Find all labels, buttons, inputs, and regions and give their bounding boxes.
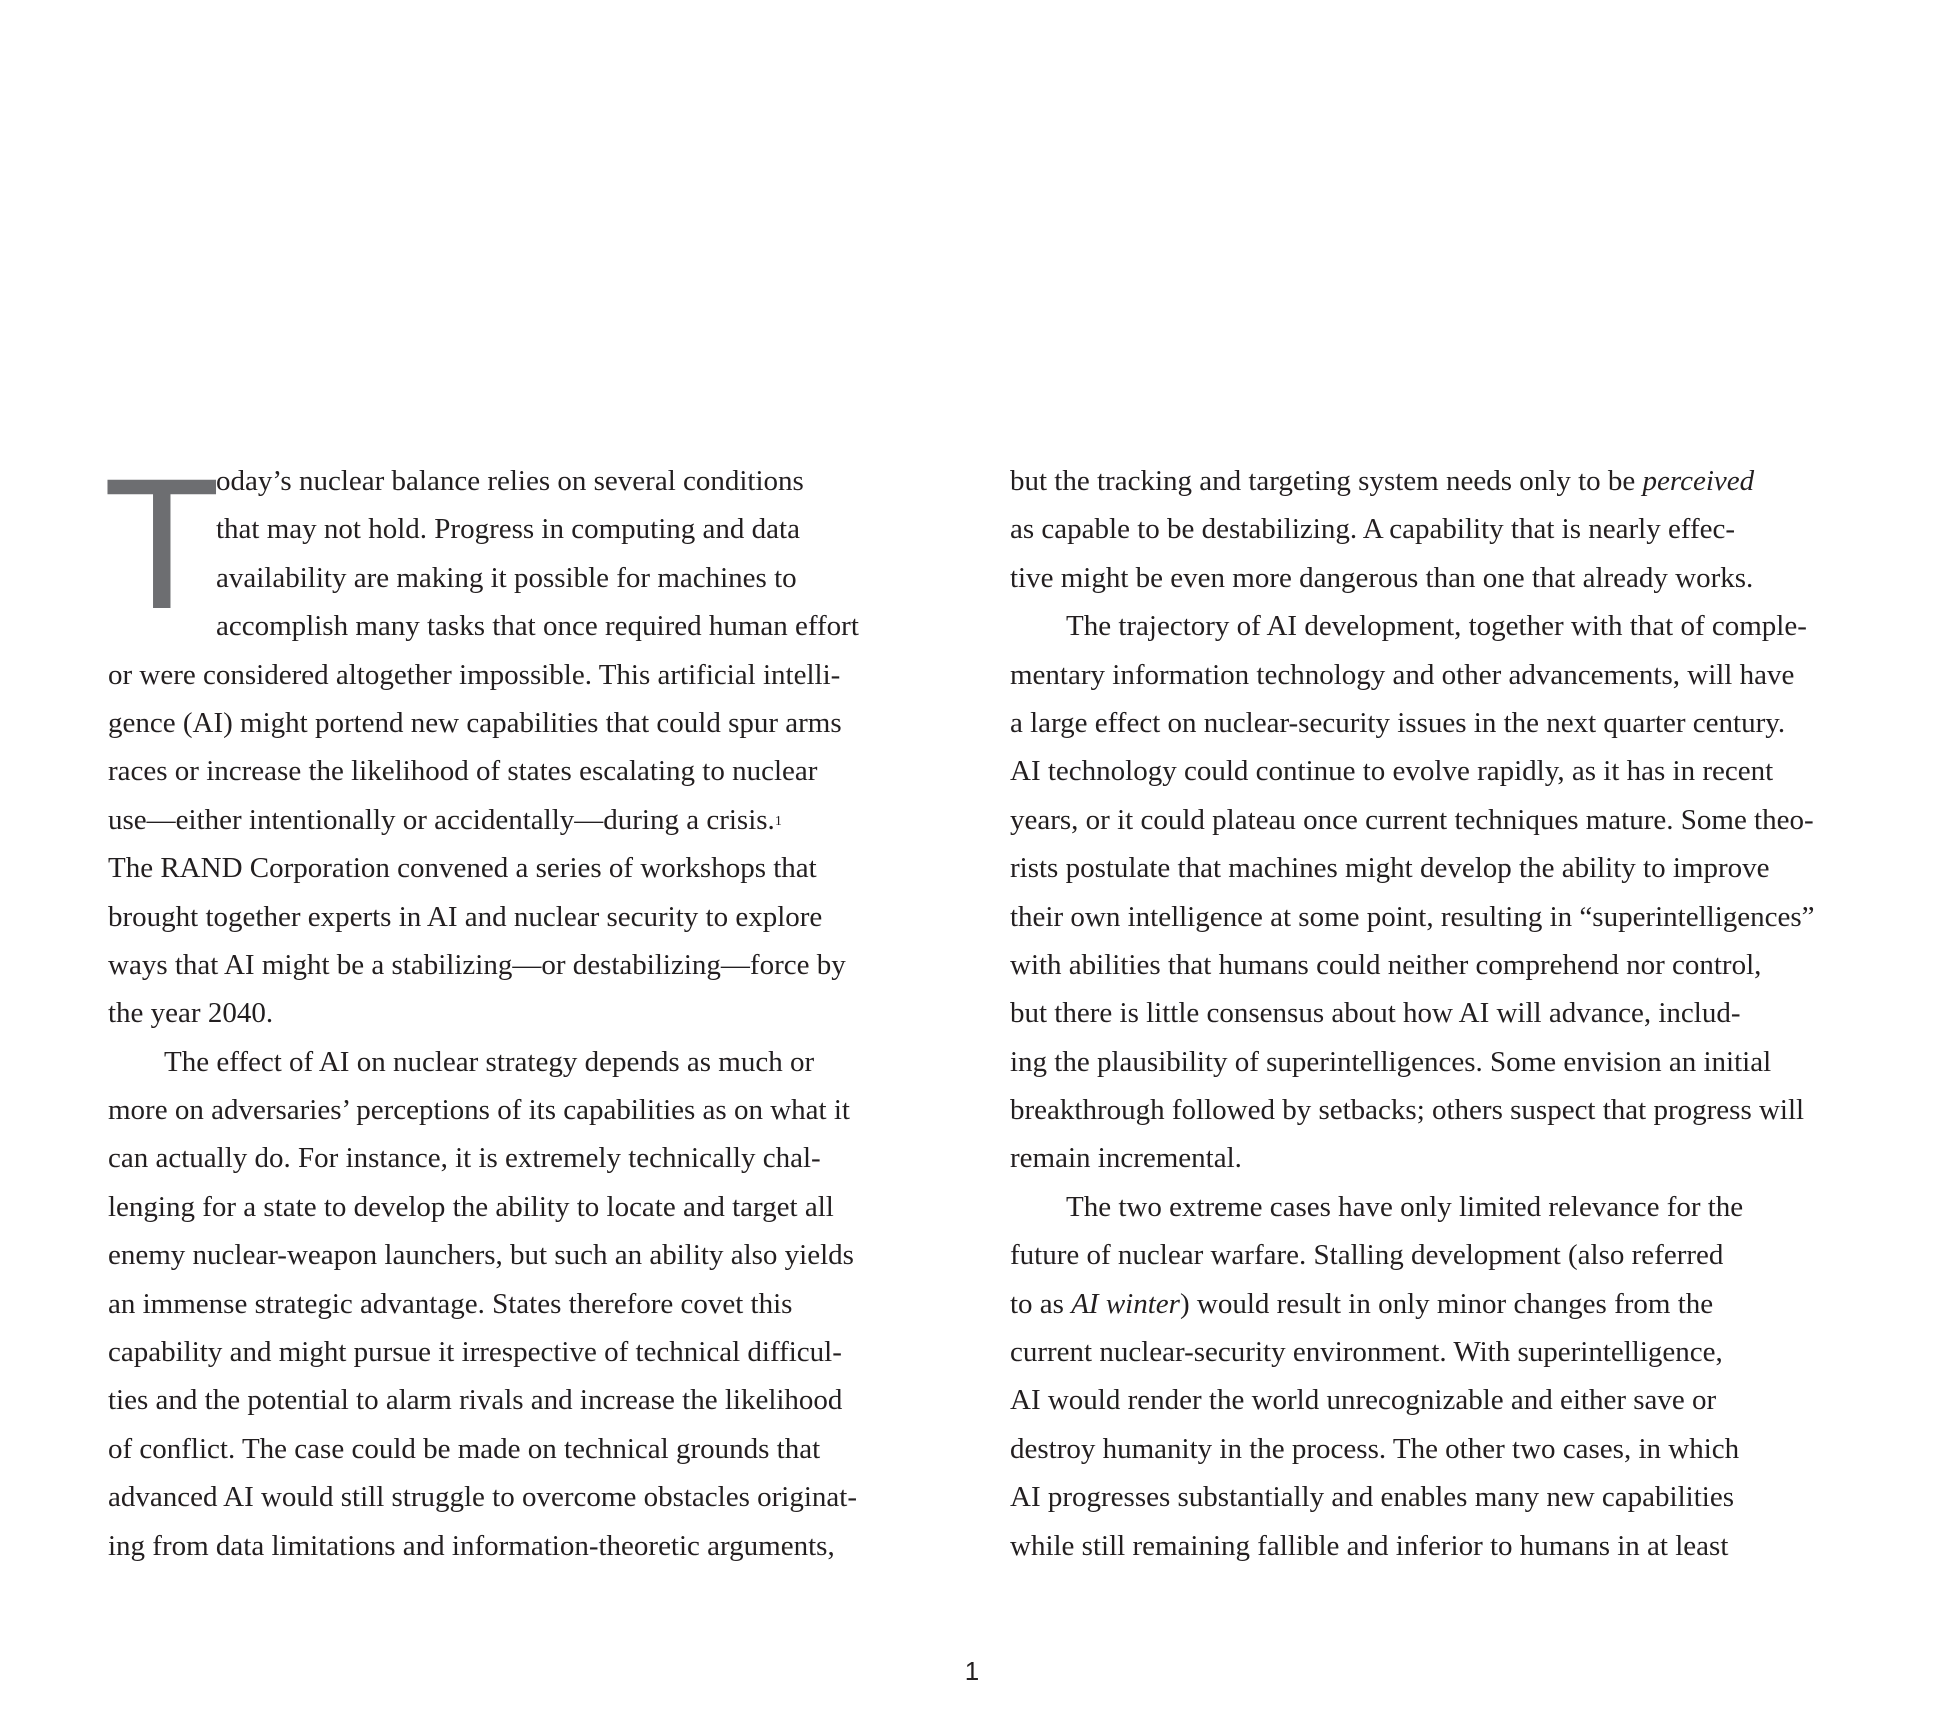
text-line: breakthrough followed by setbacks; others suspect that progress will: [1010, 1094, 1805, 1127]
emphasis-text: perceived: [1642, 465, 1755, 497]
text-line-with-emphasis: [1010, 1280, 1848, 1328]
text-line: can actually do. For instance, it is extremely technically chal-: [108, 1142, 821, 1175]
footnote-reference[interactable]: 1: [774, 813, 782, 829]
text-line: rists postulate that machines might develop the ability to improve: [1010, 852, 1770, 885]
text-line: lenging for a state to develop the ability to locate and target all: [108, 1190, 834, 1223]
text-line: brought together experts in AI and nuclear security to explore: [108, 900, 823, 933]
text-line: The two extreme cases have only limited relevance for the: [1066, 1190, 1744, 1223]
text-line-content: but the tracking and targeting system needs only to be: [1010, 465, 1643, 497]
text-line: AI progresses substantially and enables many new capabilities: [1010, 1481, 1734, 1514]
text-line: availability are making it possible for machines to: [216, 561, 797, 594]
text-line: a large effect on nuclear-security issues in the next quarter century.: [1010, 706, 1786, 739]
text-line: as capable to be destabilizing. A capability that is nearly effec-: [1010, 513, 1735, 546]
text-line: of conflict. The case could be made on technical grounds that: [108, 1432, 821, 1465]
text-line: while still remaining fallible and inferior to humans in at least: [1010, 1529, 1729, 1562]
text-line-content: use—either intentionally or accidentally—during a crisis.: [108, 803, 775, 836]
text-line: with abilities that humans could neither comprehend nor control,: [1010, 948, 1762, 981]
text-line: advanced AI would still struggle to overcome obstacles originat-: [108, 1481, 857, 1514]
text-line: capability and might pursue it irrespective of technical difficul-: [108, 1336, 842, 1369]
text-line: ing the plausibility of superintelligences. Some envision an initial: [1010, 1045, 1772, 1078]
text-line: The RAND Corporation convened a series of workshops that: [108, 852, 817, 885]
text-line: current nuclear-security environment. With superintelligence,: [1010, 1336, 1723, 1369]
right-column: [1010, 457, 1848, 1570]
text-line: gence (AI) might portend new capabilities that could spur arms: [108, 706, 842, 739]
left-column: [108, 445, 948, 1570]
text-line: more on adversaries’ perceptions of its capabilities as on what it: [108, 1094, 850, 1127]
text-line-content: to as: [1010, 1287, 1072, 1320]
text-line: AI technology could continue to evolve rapidly, as it has in recent: [1010, 755, 1774, 788]
text-line: remain incremental.: [1010, 1142, 1242, 1175]
text-line: accomplish many tasks that once required human effort: [216, 610, 859, 643]
text-line: their own intelligence at some point, resulting in “superintelligences”: [1010, 900, 1815, 933]
text-line-with-footnote: [108, 796, 948, 844]
text-line: ing from data limitations and information-theoretic arguments,: [108, 1529, 835, 1562]
text-line-content: ) would result in only minor changes from the: [1179, 1287, 1714, 1320]
text-line: races or increase the likelihood of states escalating to nuclear: [108, 755, 818, 788]
text-line: years, or it could plateau once current techniques mature. Some theo-: [1010, 803, 1814, 836]
text-line: ties and the potential to alarm rivals and increase the likelihood: [108, 1384, 843, 1417]
text-line: that may not hold. Progress in computing and data: [216, 513, 800, 546]
text-line: ways that AI might be a stabilizing—or destabilizing—force by: [108, 948, 846, 981]
text-line: tive might be even more dangerous than one that already works.: [1010, 561, 1754, 594]
drop-cap-letter: T: [108, 445, 216, 650]
text-line: an immense strategic advantage. States therefore covet this: [108, 1287, 793, 1320]
emphasis-text: AI winter: [1071, 1287, 1180, 1320]
text-line: The trajectory of AI development, together with that of comple-: [1066, 610, 1807, 643]
text-line: or were considered altogether impossible. This artificial intelli-: [108, 658, 841, 691]
text-line: future of nuclear warfare. Stalling development (also referred: [1010, 1239, 1724, 1272]
text-line: oday’s nuclear balance relies on several conditions: [216, 465, 804, 497]
text-line: enemy nuclear-weapon launchers, but such an ability also yields: [108, 1239, 854, 1272]
text-line: the year 2040.: [108, 997, 274, 1030]
text-line: destroy humanity in the process. The other two cases, in which: [1010, 1432, 1740, 1465]
page-number: 1: [964, 1656, 980, 1686]
text-line: AI would render the world unrecognizable and either save or: [1010, 1384, 1717, 1417]
text-line: The effect of AI on nuclear strategy depends as much or: [164, 1045, 815, 1078]
text-line: but there is little consensus about how AI will advance, includ-: [1010, 997, 1741, 1030]
text-line-with-emphasis: [1010, 457, 1848, 505]
text-line: mentary information technology and other advancements, will have: [1010, 658, 1795, 691]
